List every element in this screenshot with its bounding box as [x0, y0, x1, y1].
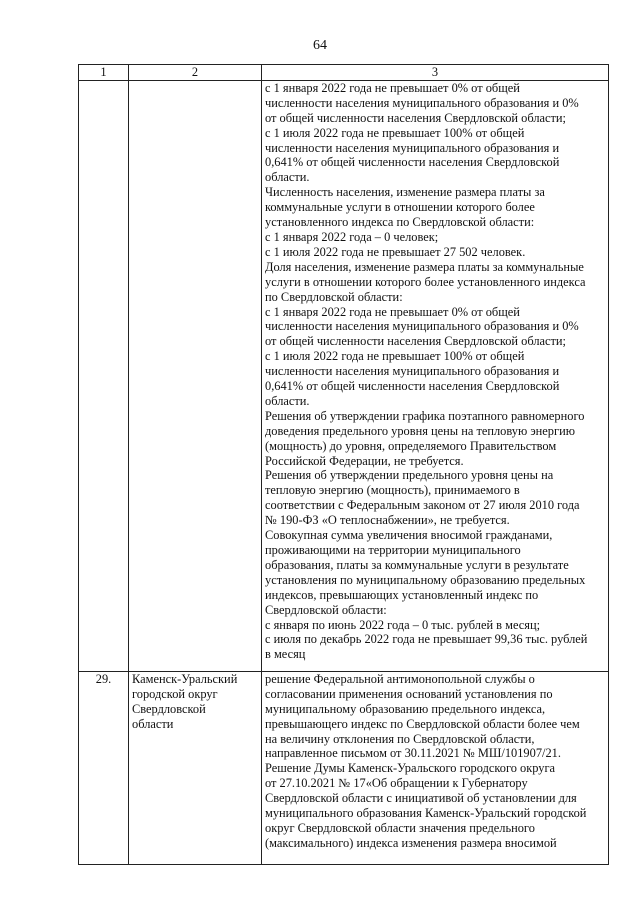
text-line: Решения об утверждении предельного уровня цены на [265, 468, 554, 483]
indices-table [78, 64, 609, 865]
text-line: (мощность) до уровня, определяемого Правительством [265, 438, 557, 453]
text-line: (максимального) индекса изменения размера вносимой [265, 835, 557, 850]
text-line: № 190-ФЗ «О теплоснабжении», не требуется. [265, 513, 510, 528]
row-number-cell: 29. [79, 671, 129, 864]
text-line: от общей численности населения Свердловской области; [265, 110, 566, 125]
table-header-row [79, 65, 609, 81]
text-line: тепловую энергию (мощность), принимаемого в [265, 483, 520, 498]
text-line: муниципальному образованию предельного индекса, [265, 701, 546, 716]
text-line: от общей численности населения Свердловской области; [265, 334, 566, 349]
text-line: Каменск-Уральский [132, 671, 238, 686]
text-line: по Свердловской области: [265, 289, 403, 304]
text-line: Свердловской [132, 701, 206, 716]
text-line: от 27.10.2021 № 17«Об обращении к Губернатору [265, 776, 528, 791]
text-line: Решения об утверждении графика поэтапного равномерного [265, 408, 585, 423]
text-line: услуги в отношении которого более установленного индекса [265, 274, 586, 289]
text-line: численности населения муниципального образования и [265, 140, 560, 155]
text-line: превышающего индекс по Свердловской области более чем [265, 716, 580, 731]
page-number: 64 [313, 38, 327, 53]
text-line: индексов, превышающих установленный индекс по [265, 587, 539, 602]
text-line: 0,641% от общей численности населения Свердловской [265, 379, 560, 394]
text-line: области [132, 716, 174, 731]
text-line: численности населения муниципального образования и [265, 364, 560, 379]
column-header-3: 3 [262, 65, 609, 81]
text-line: муниципального образования Каменск-Уральский городской [265, 806, 587, 821]
text-line: численности населения муниципального образования и 0% [265, 319, 579, 334]
text-line: на величину отклонения по Свердловской области, [265, 731, 535, 746]
text-line: с 1 июля 2022 года не превышает 100% от общей [265, 125, 525, 140]
municipality-cell [129, 80, 262, 671]
column-header-2: 2 [129, 65, 262, 81]
text-line: согласовании применения оснований установления по [265, 686, 553, 701]
description-cell [262, 80, 609, 671]
text-line: Свердловской области: [265, 602, 387, 617]
text-line: городской округ [132, 686, 218, 701]
text-line: с 1 июля 2022 года не превышает 100% от общей [265, 349, 525, 364]
text-line: численности населения муниципального образования и 0% [265, 95, 579, 110]
text-line: с июля по декабрь 2022 года не превышает 99,36 тыс. рублей [265, 632, 588, 647]
text-line: Свердловской области с инициативой об установлении для [265, 791, 577, 806]
description-cell [262, 671, 609, 864]
table-row-continued [79, 80, 609, 671]
municipality-cell [129, 671, 262, 864]
text-line: в месяц [265, 647, 306, 662]
text-line: установления по муниципальному образованию предельных [265, 572, 586, 587]
text-line: с 1 января 2022 года – 0 человек; [265, 229, 439, 244]
text-line: проживающими на территории муниципального [265, 543, 521, 557]
text-line: округ Свердловской области значения предельного [265, 820, 535, 835]
text-line: коммунальные услуги в отношении которого более [265, 200, 535, 215]
text-line: с 1 января 2022 года не превышает 0% от общей [265, 80, 520, 95]
text-line: 0,641% от общей численности населения Свердловской [265, 155, 560, 170]
text-line: с 1 июля 2022 года не превышает 27 502 человек. [265, 244, 526, 259]
column-header-1: 1 [79, 65, 129, 81]
text-line: Численность населения, изменение размера платы за [265, 185, 545, 200]
text-line: решение Федеральной антимонопольной службы о [265, 671, 535, 686]
text-line: соответствии с Федеральным законом от 27 июля 2010 года [265, 498, 580, 513]
text-line: доведения предельного уровня цены на тепловую энергию [265, 423, 575, 438]
text-line: Доля населения, изменение размера платы за коммунальные [265, 259, 584, 274]
text-line: области. [265, 170, 310, 185]
text-line: с января по июнь 2022 года – 0 тыс. рублей в месяц; [265, 617, 541, 632]
text-line: области. [265, 393, 310, 408]
row-number-cell [79, 80, 129, 671]
text-line: с 1 января 2022 года не превышает 0% от общей [265, 304, 520, 319]
text-line: Решение Думы Каменск-Уральского городского округа [265, 761, 556, 776]
text-line: Совокупная сумма увеличения вносимой гражданами, [265, 528, 553, 543]
text-line: установленного индекса по Свердловской области: [265, 215, 535, 230]
text-line: Российской Федерации, не требуется. [265, 453, 464, 468]
text-line: образования, платы за коммунальные услуги в результате [265, 557, 569, 572]
text-line: направленное письмом от 30.11.2021 № МШ/101907/21. [265, 746, 561, 761]
table-row-29 [79, 671, 609, 864]
